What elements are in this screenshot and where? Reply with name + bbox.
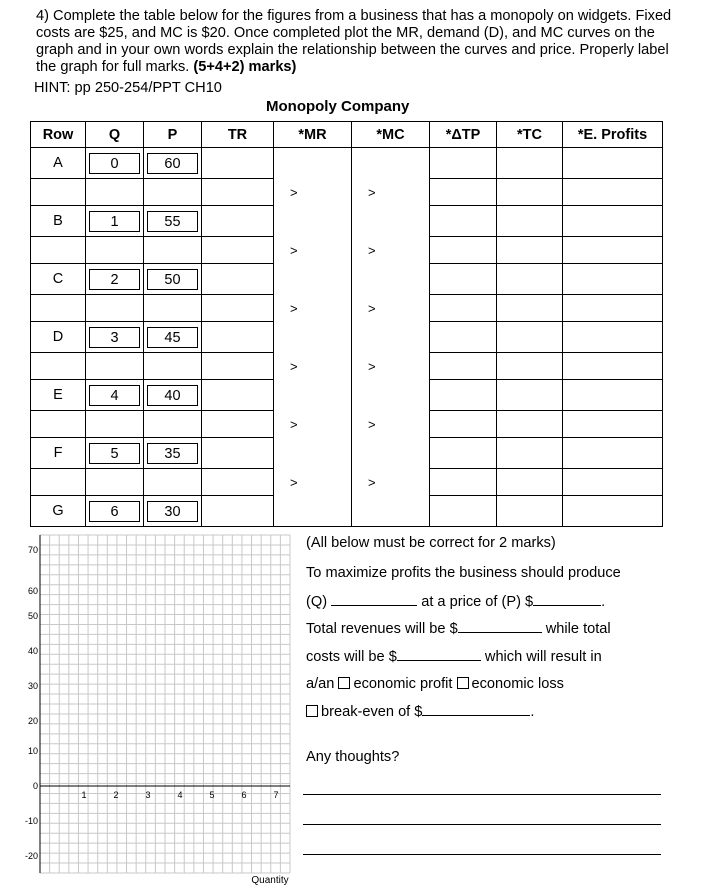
- p-blank[interactable]: [144, 179, 202, 206]
- e-profits-cell[interactable]: [563, 295, 663, 322]
- table-row: [31, 438, 663, 469]
- e-profits-cell[interactable]: [563, 237, 663, 264]
- p-cell: [144, 206, 202, 237]
- mc-arrow: >: [352, 295, 430, 322]
- header-p: P: [144, 122, 202, 148]
- delta-tp-cell[interactable]: [430, 411, 497, 438]
- mc-cell[interactable]: [352, 322, 430, 353]
- e-profits-cell[interactable]: [563, 148, 663, 179]
- thoughts-line-3[interactable]: [303, 854, 661, 855]
- row-label-blank[interactable]: [31, 469, 86, 496]
- total-revenue-blank[interactable]: [458, 620, 542, 633]
- x-tick-label: 1: [81, 790, 87, 800]
- tr-blank[interactable]: [202, 295, 274, 322]
- tr-blank[interactable]: [202, 179, 274, 206]
- row-label: F: [31, 438, 86, 469]
- e-profits-cell[interactable]: [563, 469, 663, 496]
- q-cell: [86, 380, 144, 411]
- period2: .: [530, 704, 535, 720]
- y-tick-label: 70: [27, 545, 38, 555]
- mc-cell[interactable]: [352, 264, 430, 295]
- table-row: [31, 179, 663, 206]
- tc-cell[interactable]: [497, 148, 563, 179]
- q-blank[interactable]: [86, 353, 144, 380]
- x-tick-label: 3: [145, 790, 151, 800]
- table-row: [31, 469, 663, 496]
- q-blank[interactable]: [86, 237, 144, 264]
- q-cell-value: 4: [89, 385, 140, 406]
- tc-cell[interactable]: [497, 380, 563, 411]
- p-cell: [144, 438, 202, 469]
- e-profits-cell[interactable]: [563, 179, 663, 206]
- p-cell-value: 40: [147, 385, 198, 406]
- row-label-blank[interactable]: [31, 411, 86, 438]
- table-row: [31, 496, 663, 527]
- blank-graph: [0, 530, 300, 888]
- tc-cell[interactable]: [497, 179, 563, 206]
- tr-blank[interactable]: [202, 237, 274, 264]
- row-label: A: [31, 148, 86, 179]
- p-cell: [144, 322, 202, 353]
- delta-tp-cell[interactable]: [430, 148, 497, 179]
- mr-cell[interactable]: [274, 380, 352, 411]
- price-label: at a price of (P) $: [421, 594, 534, 610]
- mr-cell[interactable]: [274, 206, 352, 237]
- p-cell-value: 35: [147, 443, 198, 464]
- q-cell-value: 0: [89, 153, 140, 174]
- mr-cell[interactable]: [274, 496, 352, 527]
- y-tick-label: 40: [27, 646, 38, 656]
- q-blank[interactable]: [86, 469, 144, 496]
- p-cell-value: 30: [147, 501, 198, 522]
- question-body: 4) Complete the table below for the figures from a business that has a monopoly on widgets. Fixed costs are $25, and MC is $20. Once completed plot the MR, demand (D), and MC curves on the graph and in your own words explain the relationship between the curves and price. Properly label the graph for full marks.: [36, 8, 672, 75]
- tr-cell[interactable]: [202, 438, 274, 469]
- x-tick-label: 7: [273, 790, 279, 800]
- header-tc: *TC: [497, 122, 563, 148]
- y-tick-label: 0: [32, 781, 38, 791]
- mc-arrow: >: [352, 411, 430, 438]
- delta-tp-cell[interactable]: [430, 469, 497, 496]
- graph-labels: [25, 545, 289, 886]
- p-cell: [144, 264, 202, 295]
- a-an: a/an: [306, 676, 335, 692]
- question-text: [36, 8, 676, 76]
- q-blank[interactable]: [86, 411, 144, 438]
- row-label-blank[interactable]: [31, 179, 86, 206]
- mc-cell[interactable]: [352, 380, 430, 411]
- header-row: Row: [31, 122, 86, 148]
- y-tick-label: 50: [27, 611, 38, 621]
- mr-cell[interactable]: [274, 322, 352, 353]
- graph-grid: [40, 535, 290, 873]
- header-q: Q: [86, 122, 144, 148]
- thoughts-line-1[interactable]: [303, 794, 661, 795]
- tr-cell[interactable]: [202, 264, 274, 295]
- answer-line4: [306, 648, 602, 665]
- economic-profit-checkbox[interactable]: [338, 677, 350, 689]
- quantity-blank[interactable]: [331, 593, 417, 606]
- e-profits-cell[interactable]: [563, 496, 663, 527]
- delta-tp-cell[interactable]: [430, 264, 497, 295]
- y-tick-label: -10: [24, 816, 38, 826]
- hint-text: HINT: pp 250-254/PPT CH10: [34, 80, 222, 96]
- economic-loss-label: economic loss: [471, 676, 564, 692]
- table-row: [31, 380, 663, 411]
- row-label-blank[interactable]: [31, 353, 86, 380]
- y-tick-label: 60: [27, 586, 38, 596]
- table-row: [31, 206, 663, 237]
- x-axis-label: Quantity: [251, 875, 289, 886]
- thoughts-line-2[interactable]: [303, 824, 661, 825]
- q-cell: [86, 264, 144, 295]
- tr-label: Total revenues will be $: [306, 621, 458, 637]
- price-blank[interactable]: [533, 593, 601, 606]
- answer-line3: [306, 620, 611, 637]
- row-label: B: [31, 206, 86, 237]
- tr-blank[interactable]: [202, 469, 274, 496]
- mr-cell[interactable]: [274, 264, 352, 295]
- header-delta-tp: *ΔTP: [430, 122, 497, 148]
- answer-line2: [306, 593, 605, 610]
- economic-loss-checkbox[interactable]: [457, 677, 469, 689]
- p-cell-value: 60: [147, 153, 198, 174]
- q-cell-value: 6: [89, 501, 140, 522]
- tc-cell[interactable]: [497, 237, 563, 264]
- e-profits-cell[interactable]: [563, 411, 663, 438]
- p-blank[interactable]: [144, 469, 202, 496]
- mc-arrow: >: [352, 353, 430, 380]
- y-tick-label: 10: [27, 746, 38, 756]
- row-label: G: [31, 496, 86, 527]
- tr-cell[interactable]: [202, 322, 274, 353]
- p-blank[interactable]: [144, 295, 202, 322]
- q-blank[interactable]: [86, 179, 144, 206]
- tc-cell[interactable]: [497, 438, 563, 469]
- tr-cell[interactable]: [202, 496, 274, 527]
- mr-arrow: >: [274, 353, 352, 380]
- header-e-profits: *E. Profits: [563, 122, 663, 148]
- table-row: [31, 264, 663, 295]
- q-cell: [86, 206, 144, 237]
- mr-arrow: >: [274, 237, 352, 264]
- table-row: [31, 237, 663, 264]
- p-cell: [144, 380, 202, 411]
- y-tick-label: -20: [24, 851, 38, 861]
- e-profits-cell[interactable]: [563, 264, 663, 295]
- table-row: [31, 353, 663, 380]
- p-cell-value: 45: [147, 327, 198, 348]
- mc-cell[interactable]: [352, 496, 430, 527]
- q-cell-value: 2: [89, 269, 140, 290]
- mc-cell[interactable]: [352, 206, 430, 237]
- header-mr: *MR: [274, 122, 352, 148]
- mc-arrow: >: [352, 179, 430, 206]
- tc-cell[interactable]: [497, 322, 563, 353]
- row-label-blank[interactable]: [31, 237, 86, 264]
- row-label-blank[interactable]: [31, 295, 86, 322]
- costs-label: costs will be $: [306, 649, 397, 665]
- e-profits-cell[interactable]: [563, 438, 663, 469]
- mc-arrow: >: [352, 237, 430, 264]
- answer-note: (All below must be correct for 2 marks): [306, 535, 556, 551]
- header-tr: TR: [202, 122, 274, 148]
- mr-arrow: >: [274, 295, 352, 322]
- answer-line5: [306, 676, 564, 692]
- tr-blank[interactable]: [202, 411, 274, 438]
- q-cell-value: 3: [89, 327, 140, 348]
- row-label: E: [31, 380, 86, 411]
- break-even-label: break-even of $: [321, 704, 423, 720]
- delta-tp-cell[interactable]: [430, 380, 497, 411]
- question-marks: (5+4+2) marks): [193, 59, 297, 75]
- header-mc: *MC: [352, 122, 430, 148]
- mc-cell[interactable]: [352, 438, 430, 469]
- table-row: [31, 411, 663, 438]
- p-cell-value: 50: [147, 269, 198, 290]
- x-tick-label: 2: [113, 790, 119, 800]
- while-total: while total: [545, 621, 611, 637]
- economic-profit-label: economic profit: [353, 676, 453, 692]
- tc-cell[interactable]: [497, 469, 563, 496]
- q-cell: [86, 438, 144, 469]
- delta-tp-cell[interactable]: [430, 295, 497, 322]
- mr-arrow: >: [274, 179, 352, 206]
- q-label: (Q): [306, 594, 328, 610]
- delta-tp-cell[interactable]: [430, 237, 497, 264]
- row-label: C: [31, 264, 86, 295]
- delta-tp-cell[interactable]: [430, 206, 497, 237]
- mr-cell[interactable]: [274, 148, 352, 179]
- p-cell: [144, 148, 202, 179]
- table-title: Monopoly Company: [266, 98, 410, 115]
- result-label: which will result in: [484, 649, 602, 665]
- x-tick-label: 6: [241, 790, 247, 800]
- break-even-checkbox[interactable]: [306, 705, 318, 717]
- x-tick-label: 4: [177, 790, 183, 800]
- mr-cell[interactable]: [274, 438, 352, 469]
- monopoly-table: [30, 121, 663, 527]
- tc-cell[interactable]: [497, 264, 563, 295]
- mc-cell[interactable]: [352, 148, 430, 179]
- delta-tp-cell[interactable]: [430, 322, 497, 353]
- q-cell-value: 5: [89, 443, 140, 464]
- p-cell: [144, 496, 202, 527]
- tc-cell[interactable]: [497, 206, 563, 237]
- tr-blank[interactable]: [202, 353, 274, 380]
- q-blank[interactable]: [86, 295, 144, 322]
- q-cell: [86, 496, 144, 527]
- answer-line1: To maximize profits the business should produce: [306, 565, 621, 581]
- tc-cell[interactable]: [497, 411, 563, 438]
- tr-cell[interactable]: [202, 206, 274, 237]
- q-cell: [86, 322, 144, 353]
- tr-cell[interactable]: [202, 148, 274, 179]
- tc-cell[interactable]: [497, 295, 563, 322]
- table-row: [31, 148, 663, 179]
- p-blank[interactable]: [144, 411, 202, 438]
- delta-tp-cell[interactable]: [430, 438, 497, 469]
- e-profits-cell[interactable]: [563, 380, 663, 411]
- y-tick-label: 30: [27, 681, 38, 691]
- q-cell-value: 1: [89, 211, 140, 232]
- mr-arrow: >: [274, 469, 352, 496]
- break-even-blank[interactable]: [422, 703, 530, 716]
- table-header-row: [31, 122, 663, 148]
- delta-tp-cell[interactable]: [430, 179, 497, 206]
- thoughts-label: Any thoughts?: [306, 749, 400, 765]
- answer-line6: [306, 703, 534, 720]
- delta-tp-cell[interactable]: [430, 496, 497, 527]
- total-cost-blank[interactable]: [397, 648, 481, 661]
- table-row: [31, 322, 663, 353]
- e-profits-cell[interactable]: [563, 322, 663, 353]
- y-tick-label: 20: [27, 716, 38, 726]
- p-blank[interactable]: [144, 237, 202, 264]
- table-row: [31, 295, 663, 322]
- q-cell: [86, 148, 144, 179]
- mc-arrow: >: [352, 469, 430, 496]
- period: .: [601, 594, 606, 610]
- e-profits-cell[interactable]: [563, 353, 663, 380]
- tc-cell[interactable]: [497, 353, 563, 380]
- delta-tp-cell[interactable]: [430, 353, 497, 380]
- tc-cell[interactable]: [497, 496, 563, 527]
- p-cell-value: 55: [147, 211, 198, 232]
- p-blank[interactable]: [144, 353, 202, 380]
- x-tick-label: 5: [209, 790, 215, 800]
- row-label: D: [31, 322, 86, 353]
- tr-cell[interactable]: [202, 380, 274, 411]
- mr-arrow: >: [274, 411, 352, 438]
- e-profits-cell[interactable]: [563, 206, 663, 237]
